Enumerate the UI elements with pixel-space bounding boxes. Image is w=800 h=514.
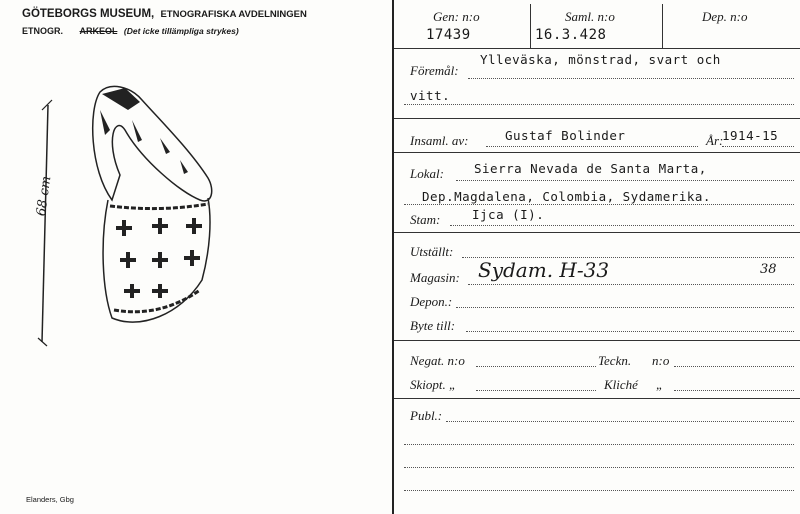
measure-line bbox=[42, 105, 48, 342]
magasin-label: Magasin: bbox=[410, 270, 460, 285]
insaml-value: Gustaf Bolinder bbox=[505, 128, 626, 143]
foremal-label: Föremål: bbox=[410, 63, 459, 78]
utstallt-label: Utställt: bbox=[410, 244, 454, 259]
printer-credit: Elanders, Gbg bbox=[26, 495, 74, 504]
kliche-label: Kliché bbox=[604, 377, 638, 392]
skiopt-label: Skiopt. „ bbox=[410, 377, 457, 392]
bag-sketch bbox=[30, 80, 230, 350]
magasin-value: Sydam. H-33 bbox=[478, 258, 610, 282]
struck-word: ARKEOL bbox=[79, 26, 118, 36]
negat-label: Negat. n:o bbox=[410, 353, 465, 368]
saml-no-label: Saml. n:o bbox=[565, 9, 615, 24]
saml-no-value: 16.3.428 bbox=[535, 27, 607, 43]
kliche-quote: „ bbox=[656, 377, 664, 392]
byte-label: Byte till: bbox=[410, 318, 456, 333]
lokal-value-2: Dep.Magdalena, Colombia, Sydamerika. bbox=[422, 189, 711, 204]
department-name: ETNOGRAFISKA AVDELNINGEN bbox=[160, 9, 307, 20]
strike-note: (Det icke tillämpliga strykes) bbox=[123, 26, 239, 36]
gen-no-value: 17439 bbox=[426, 27, 471, 43]
teckn-no-label: n:o bbox=[652, 353, 670, 368]
publ-label: Publ.: bbox=[410, 408, 443, 423]
ar-value: 1914-15 bbox=[722, 128, 779, 143]
lokal-label: Lokal: bbox=[410, 166, 444, 181]
depon-label: Depon.: bbox=[410, 294, 453, 309]
dep-no-label: Dep. n:o bbox=[702, 9, 748, 24]
bag-strap bbox=[93, 86, 212, 201]
insaml-label: Insaml. av: bbox=[410, 133, 469, 148]
foremal-value-2: vitt. bbox=[410, 88, 451, 103]
card-divider bbox=[392, 0, 394, 514]
stam-value: Ijca (I). bbox=[472, 207, 545, 222]
header-dept-line bbox=[22, 26, 239, 36]
lokal-value-1: Sierra Nevada de Santa Marta, bbox=[474, 161, 707, 176]
museum-name: GÖTEBORGS MUSEUM, bbox=[22, 8, 155, 20]
bag-crosses bbox=[116, 218, 202, 298]
magasin-extra: 38 bbox=[760, 262, 777, 277]
header-museum bbox=[22, 8, 307, 20]
dept-code: ETNOGR. bbox=[22, 26, 64, 36]
gen-no-label: Gen: n:o bbox=[433, 9, 480, 24]
stam-label: Stam: bbox=[410, 212, 441, 227]
teckn-label: Teckn. bbox=[598, 353, 632, 368]
ar-label: År: bbox=[706, 133, 724, 148]
measure-label: 68 cm bbox=[34, 175, 55, 218]
foremal-value-1: Ylleväska, mönstrad, svart och bbox=[480, 52, 721, 67]
